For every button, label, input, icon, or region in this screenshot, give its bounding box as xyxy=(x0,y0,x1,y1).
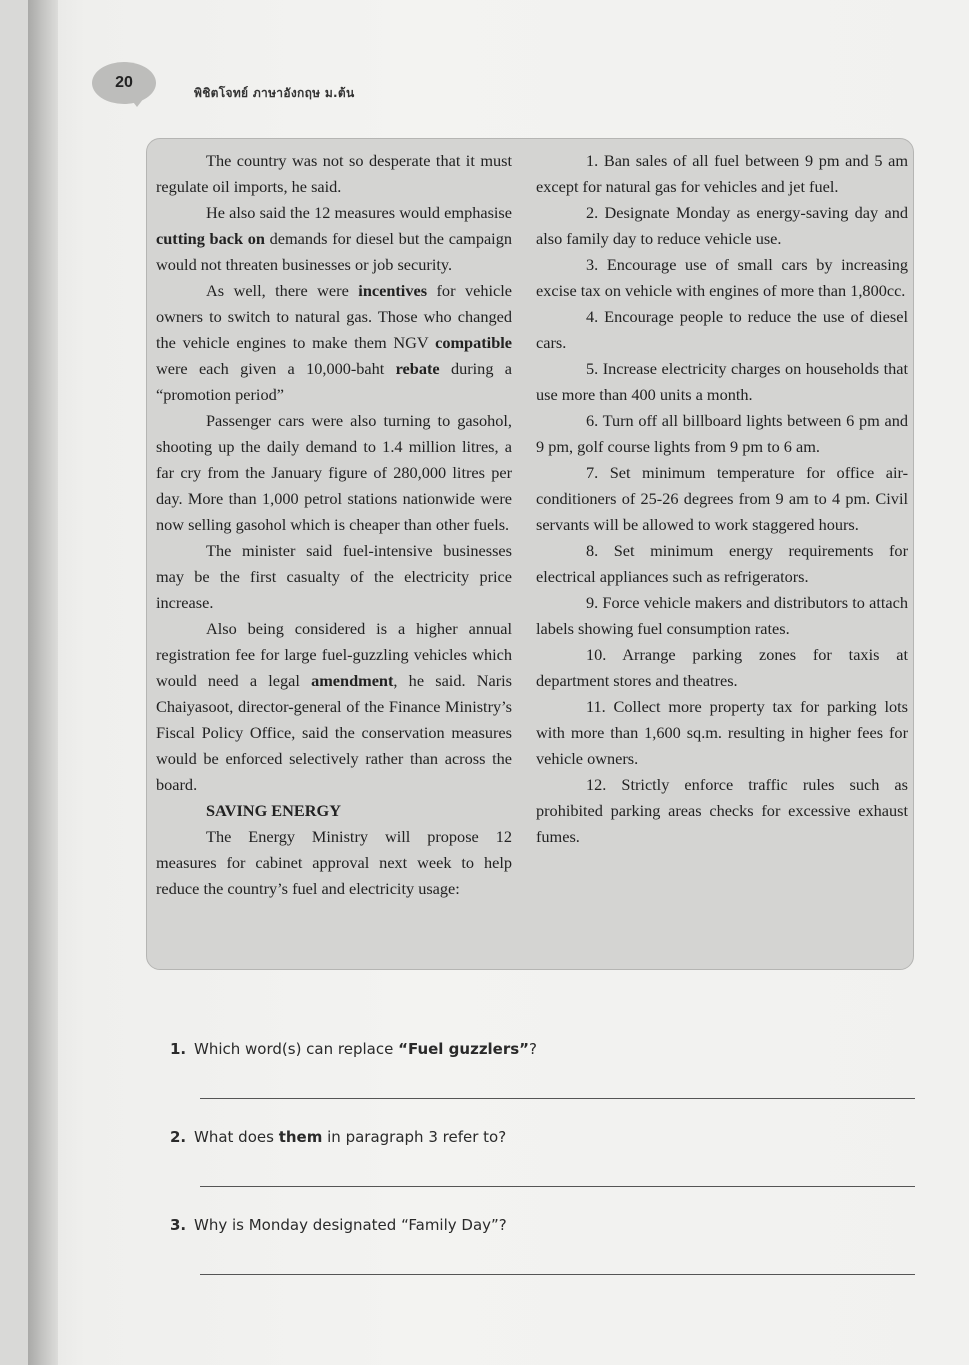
page-number: 20 xyxy=(115,74,133,91)
paragraph-1: The country was not so desperate that it must regulate oil imports, he said. xyxy=(156,151,512,196)
measure-item: 6. Turn off all billboard lights between 6 pm and 9 pm, golf course lights from 9 pm to 6 am. xyxy=(536,411,908,456)
question-number: 3. xyxy=(170,1216,187,1234)
vocab-word: incentives xyxy=(358,281,428,300)
question-text: What does xyxy=(194,1128,279,1146)
text-span: Also being considered is a higher annual registration fee for large fuel-guzzling vehicles which would need a legal xyxy=(156,619,512,690)
question-text: Why is Monday designated “Family Day”? xyxy=(194,1216,507,1234)
question-keyword: “Fuel guzzlers” xyxy=(398,1040,530,1058)
measure-item: 1. Ban sales of all fuel between 9 pm and 5 am except for natural gas for vehicles and jet fuel. xyxy=(536,151,908,196)
vocab-word: cutting back on xyxy=(156,229,265,248)
question-text: Which word(s) can replace xyxy=(194,1040,399,1058)
question-text-end: ? xyxy=(529,1040,538,1058)
paragraph-5: The minister said fuel-intensive businesses may be the first casualty of the electricity price increase. xyxy=(156,541,512,612)
question-keyword: them xyxy=(278,1128,323,1146)
text-span: were each given a 10,000-baht xyxy=(156,359,396,378)
paragraph-2 xyxy=(156,200,512,278)
text-span: As well, there were xyxy=(206,281,359,300)
page-number-badge xyxy=(92,62,156,104)
paragraph-3 xyxy=(156,278,512,408)
vocab-word: amendment xyxy=(311,671,394,690)
paragraph-6 xyxy=(156,616,512,798)
measure-item: 9. Force vehicle makers and distributors to attach labels showing fuel consumption rates. xyxy=(536,593,908,638)
vocab-word: compatible xyxy=(435,333,512,352)
text-span: He also said the 12 measures would emphasise xyxy=(206,203,512,222)
measure-item: 2. Designate Monday as energy-saving day and also family day to reduce vehicle use. xyxy=(536,203,908,248)
question-2 xyxy=(170,1128,915,1216)
measure-item: 12. Strictly enforce traffic rules such as prohibited parking areas checks for excessive exhaust fumes. xyxy=(536,775,908,846)
vocab-word: rebate xyxy=(395,359,440,378)
question-number: 2. xyxy=(170,1128,187,1146)
measure-item: 10. Arrange parking zones for taxis at department stores and theatres. xyxy=(536,645,908,690)
measure-item: 4. Encourage people to reduce the use of diesel cars. xyxy=(536,307,908,352)
text-span: for vehicle owners to switch to natural gas. Those who changed the vehicle engines to make them NGV xyxy=(156,281,512,352)
measure-item: 5. Increase electricity charges on households that use more than 400 units a month. xyxy=(536,359,908,404)
measure-item: 8. Set minimum energy requirements for electrical appliances such as refrigerators. xyxy=(536,541,908,586)
answer-line[interactable] xyxy=(200,1186,915,1187)
answer-line[interactable] xyxy=(200,1098,915,1099)
text-span: during a “promotion period” xyxy=(156,359,512,404)
question-number: 1. xyxy=(170,1040,187,1058)
answer-line[interactable] xyxy=(200,1274,915,1275)
paragraph-4: Passenger cars were also turning to gasohol, shooting up the daily demand to 1.4 million litres, a far cry from the January figure of 280,000 litres per day. More than 1,000 petrol stations nationwide were now selling gasohol which is cheaper than other fuels. xyxy=(156,411,512,534)
measure-item: 11. Collect more property tax for parking lots with more than 1,600 sq.m. resulting in higher fees for vehicle owners. xyxy=(536,697,908,768)
question-1 xyxy=(170,1040,915,1128)
book-spine xyxy=(28,0,58,1365)
question-3 xyxy=(170,1216,915,1304)
book-title: พิชิตโจทย์ ภาษาอังกฤษ ม.ต้น xyxy=(194,86,355,100)
section-heading: SAVING ENERGY xyxy=(206,801,341,820)
measure-item: 3. Encourage use of small cars by increasing excise tax on vehicle with engines of more than 1,800cc. xyxy=(536,255,908,300)
question-text-end: in paragraph 3 refer to? xyxy=(322,1128,507,1146)
question-list xyxy=(170,1040,915,1304)
paragraph-7: The Energy Ministry will propose 12 measures for cabinet approval next week to help reduce the country’s fuel and electricity usage: xyxy=(156,827,512,898)
passage-left-column xyxy=(156,148,512,902)
passage-right-column xyxy=(536,148,908,850)
text-span: demands for diesel but the campaign would not threaten businesses or job security. xyxy=(156,229,512,274)
text-span: , he said. Naris Chaiyasoot, director-general of the Finance Ministry’s Fiscal Policy Office, said the conservation measures would be enforced selectively rather than across the board. xyxy=(156,671,512,794)
measure-item: 7. Set minimum temperature for office air-conditioners of 25-26 degrees from 9 am to 4 pm. Civil servants will be allowed to work staggered hours. xyxy=(536,463,908,534)
